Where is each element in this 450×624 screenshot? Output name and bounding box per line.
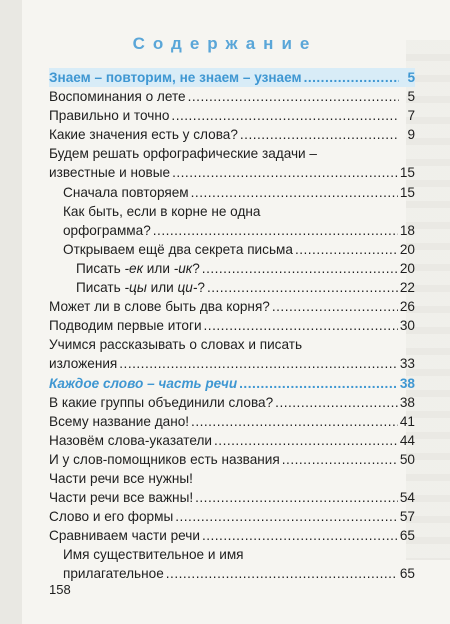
toc-entry-title: изложения bbox=[49, 356, 118, 372]
toc-entry-title: Каждое слово – часть речи bbox=[49, 375, 238, 391]
toc-page-number: 33 bbox=[399, 356, 415, 372]
toc-entry[interactable] bbox=[49, 450, 415, 469]
toc-page-number: 30 bbox=[399, 318, 415, 334]
toc-entry[interactable] bbox=[49, 488, 415, 507]
toc-subsubentry[interactable] bbox=[49, 278, 415, 297]
dot-leader bbox=[272, 297, 398, 316]
toc-page-number: 5 bbox=[407, 89, 415, 105]
toc-entry-title: Писать -ек или -ик? bbox=[76, 260, 200, 276]
toc-entry-title: орфограмма? bbox=[63, 222, 151, 238]
toc-entry-title: Слово и его формы bbox=[49, 509, 174, 525]
toc-entry-title: прилагательное bbox=[63, 566, 164, 582]
toc-entry-title: Как быть, если в корне не одна bbox=[63, 203, 261, 219]
toc-page-number: 5 bbox=[407, 70, 415, 85]
dot-leader bbox=[153, 221, 398, 240]
dot-leader bbox=[191, 183, 398, 202]
toc-entry[interactable] bbox=[49, 316, 415, 335]
dot-leader bbox=[175, 507, 398, 526]
dot-leader bbox=[275, 393, 398, 412]
toc-entry-title: Открываем ещё два секрета письма bbox=[63, 241, 293, 257]
dot-leader bbox=[239, 374, 398, 393]
table-of-contents bbox=[49, 68, 415, 584]
dot-leader bbox=[214, 431, 398, 450]
toc-entry-title: Писать -цы или ци-? bbox=[76, 280, 205, 296]
toc-entry-title: Может ли в слове быть два корня? bbox=[49, 299, 270, 315]
dot-leader bbox=[282, 450, 398, 469]
toc-page-number: 65 bbox=[399, 528, 415, 544]
toc-page-number: 44 bbox=[399, 432, 415, 448]
page-number: 158 bbox=[49, 582, 71, 597]
toc-page-number: 15 bbox=[399, 184, 415, 200]
toc-subsubentry[interactable] bbox=[49, 259, 415, 278]
toc-entry-title: Имя существительное и имя bbox=[63, 547, 244, 563]
toc-entry[interactable] bbox=[49, 106, 415, 125]
toc-subentry[interactable] bbox=[49, 240, 415, 259]
dot-leader bbox=[202, 259, 398, 278]
dot-leader bbox=[166, 564, 398, 583]
toc-page-number: 20 bbox=[399, 260, 415, 276]
toc-entry[interactable] bbox=[49, 507, 415, 526]
toc-entry-title: Назовём слова-указатели bbox=[49, 432, 213, 448]
toc-entry[interactable] bbox=[49, 431, 415, 450]
toc-subentry[interactable] bbox=[49, 183, 415, 202]
toc-entry-title: Части речи все важны! bbox=[49, 490, 194, 506]
dot-leader bbox=[304, 68, 399, 87]
toc-section-heading[interactable] bbox=[49, 68, 415, 87]
dot-leader bbox=[204, 316, 398, 335]
toc-entry[interactable] bbox=[49, 144, 415, 163]
dot-leader bbox=[171, 106, 399, 125]
toc-entry-title: И у слов-помощников есть названия bbox=[49, 451, 280, 467]
toc-entry[interactable] bbox=[49, 335, 415, 354]
toc-subentry[interactable] bbox=[49, 221, 415, 240]
toc-page-number: 18 bbox=[399, 222, 415, 238]
toc-entry-title: В какие группы объединили слова? bbox=[49, 394, 274, 410]
toc-subentry[interactable] bbox=[49, 564, 415, 583]
toc-page-number: 50 bbox=[399, 451, 415, 467]
dot-leader bbox=[240, 125, 399, 144]
toc-entry[interactable] bbox=[49, 125, 415, 144]
toc-entry-title: известные и новые bbox=[49, 165, 171, 181]
toc-entry-title: Знаем – повторим, не знаем – узнаем bbox=[49, 70, 302, 85]
toc-page-number: 7 bbox=[407, 108, 415, 124]
toc-entry[interactable] bbox=[49, 163, 415, 182]
toc-entry[interactable] bbox=[49, 526, 415, 545]
toc-entry-title: Сравниваем части речи bbox=[49, 528, 200, 544]
toc-entry-title: Подводим первые итоги bbox=[49, 318, 202, 334]
dot-leader bbox=[295, 240, 398, 259]
toc-entry[interactable] bbox=[49, 412, 415, 431]
toc-entry[interactable] bbox=[49, 297, 415, 316]
toc-entry-title: Учимся рассказывать о словах и писать bbox=[49, 337, 303, 353]
toc-entry[interactable] bbox=[49, 87, 415, 106]
toc-entry-title: Части речи все нужны! bbox=[49, 470, 193, 486]
toc-page-number: 54 bbox=[399, 490, 415, 506]
toc-entry-title: Воспоминания о лете bbox=[49, 89, 186, 105]
toc-entry-title: Будем решать орфографические задачи – bbox=[49, 146, 317, 162]
toc-page-number: 57 bbox=[399, 509, 415, 525]
toc-entry-title: Правильно и точно bbox=[49, 108, 170, 124]
toc-entry-title: Сначала повторяем bbox=[63, 184, 189, 200]
toc-subentry[interactable] bbox=[49, 545, 415, 564]
dot-leader bbox=[188, 87, 399, 106]
page-title: Содержание bbox=[132, 34, 318, 53]
toc-subentry[interactable] bbox=[49, 202, 415, 221]
toc-page-number: 20 bbox=[399, 241, 415, 257]
toc-page-number: 15 bbox=[399, 165, 415, 181]
toc-entry[interactable] bbox=[49, 393, 415, 412]
toc-page-number: 26 bbox=[399, 299, 415, 315]
toc-entry-title: Какие значения есть у слова? bbox=[49, 127, 238, 143]
toc-entry[interactable] bbox=[49, 354, 415, 373]
dot-leader bbox=[202, 526, 398, 545]
toc-page-number: 38 bbox=[399, 375, 415, 391]
toc-page-number: 41 bbox=[399, 413, 415, 429]
toc-section-heading[interactable] bbox=[49, 374, 415, 393]
toc-page-number: 22 bbox=[399, 280, 415, 296]
toc-page-number: 65 bbox=[399, 566, 415, 582]
dot-leader bbox=[119, 354, 398, 373]
toc-entry[interactable] bbox=[49, 469, 415, 488]
dot-leader bbox=[172, 163, 398, 182]
toc-entry-title: Всему название дано! bbox=[49, 413, 190, 429]
dot-leader bbox=[191, 412, 398, 431]
dot-leader bbox=[195, 488, 398, 507]
dot-leader bbox=[207, 278, 398, 297]
toc-page-number: 38 bbox=[399, 394, 415, 410]
toc-page-number: 9 bbox=[407, 127, 415, 143]
